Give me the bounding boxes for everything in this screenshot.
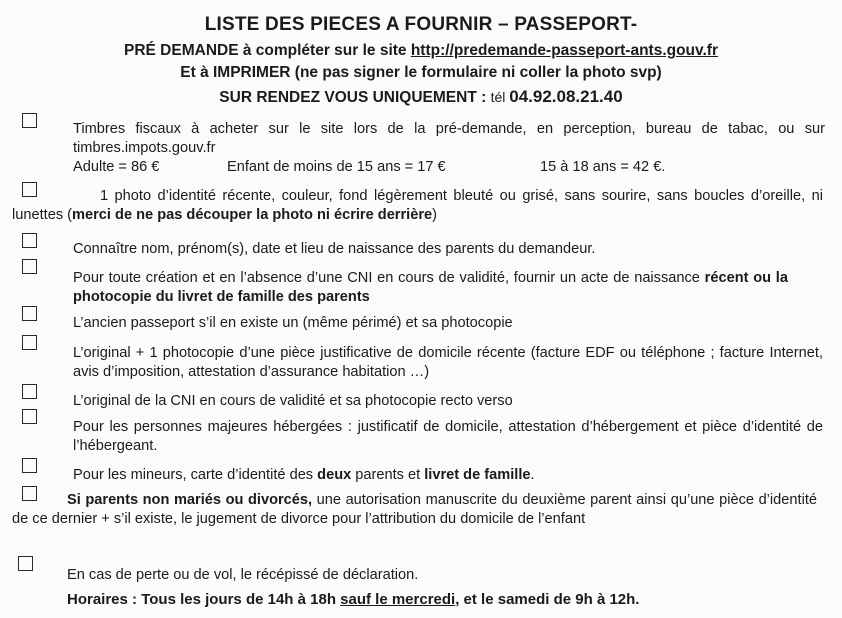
- opening-hours-exception: sauf le mercredi: [340, 591, 456, 608]
- pre-request-link[interactable]: http://predemande-passeport-ants.gouv.fr: [410, 42, 718, 59]
- checkbox-parents-info[interactable]: [22, 233, 37, 248]
- pre-request-line: [0, 42, 842, 60]
- pre-request-text: PRÉ DEMANDE à compléter sur le site: [124, 42, 411, 59]
- item-photo-text: 1 photo d’identité récente, couleur, fond légèrement bleuté ou grisé, sans sourire, sans boucles d’oreille, ni lunettes (: [12, 188, 823, 223]
- price-adult: Adulte = 86 €: [73, 159, 160, 175]
- checkbox-old-passport[interactable]: [22, 306, 37, 321]
- item-minors-end: .: [530, 467, 535, 483]
- checkbox-loss-theft[interactable]: [18, 556, 33, 571]
- phone-number: 04.92.08.21.40: [509, 87, 623, 106]
- item-old-passport: L’ancien passeport s’il en existe un (même périmé) et sa photocopie: [73, 315, 513, 331]
- print-instruction: Et à IMPRIMER (ne pas signer le formulaire ni coller la photo svp): [180, 64, 662, 81]
- checkbox-minors[interactable]: [22, 458, 37, 473]
- opening-hours-suffix: , et le samedi de 9h à 12h.: [455, 591, 640, 608]
- item-divorced-parents: [12, 491, 817, 529]
- item-birth-certificate: [73, 269, 788, 307]
- checkbox-proof-of-address[interactable]: [22, 335, 37, 350]
- checkbox-hosted-adults[interactable]: [22, 409, 37, 424]
- item-photo-bold: merci de ne pas découper la photo ni écrire derrière: [72, 207, 433, 223]
- item-minors-bold-livret: livret de famille: [424, 467, 531, 483]
- appointment-text: SUR RENDEZ VOUS UNIQUEMENT :: [219, 89, 491, 106]
- item-hosted-adults: Pour les personnes majeures hébergées : justificatif de domicile, attestation d’hébergement et pièce d’identité de l’hébergeant.: [73, 419, 823, 454]
- checkbox-birth-certificate[interactable]: [22, 259, 37, 274]
- item-minors-mid: parents et: [351, 467, 425, 483]
- item-parents-info: Connaître nom, prénom(s), date et lieu de naissance des parents du demandeur.: [73, 241, 596, 257]
- phone-label: tél: [490, 89, 510, 105]
- item-minors-bold-parents: deux: [317, 467, 352, 483]
- opening-hours-prefix: Horaires : Tous les jours de 14h à 18h: [67, 591, 341, 608]
- item-birth-certificate-text: Pour toute création et en l’absence d’une CNI en cours de validité, fournir un acte de naissance: [73, 270, 705, 286]
- price-teen: 15 à 18 ans = 42 €.: [540, 159, 666, 175]
- item-divorced-parents-bold: Si parents non mariés ou divorcés,: [67, 492, 313, 508]
- item-photo-end: ): [432, 207, 438, 223]
- item-divorced-parents-text: une autorisation manuscrite du deuxième parent ainsi qu’une pièce d’identité de ce dernier + s’il existe, le jugement de divorce pour l’attribution du domicile de l’enfant: [12, 492, 817, 527]
- item-loss-theft: En cas de perte ou de vol, le récépissé de déclaration.: [67, 567, 419, 583]
- item-birth-certificate-bold: récent ou la photocopie du livret de famille des parents: [73, 270, 788, 305]
- page-title: LISTE DES PIECES A FOURNIR – PASSEPORT-: [204, 14, 638, 35]
- item-proof-of-address: L’original + 1 photocopie d’une pièce justificative de domicile récente (facture EDF ou téléphone ; facture Internet, avis d’imposition, attestation d’assurance habitation …): [73, 345, 823, 380]
- item-timbres: Timbres fiscaux à acheter sur le site lors de la pré-demande, en perception, bureau de tabac, ou sur timbres.impots.gouv.fr: [73, 121, 825, 156]
- checkbox-cni[interactable]: [22, 384, 37, 399]
- appointment-line: [0, 87, 842, 107]
- item-minors-text: Pour les mineurs, carte d’identité des: [73, 467, 318, 483]
- item-cni: L’original de la CNI en cours de validité et sa photocopie recto verso: [73, 393, 513, 409]
- item-photo: [12, 187, 823, 225]
- price-child: Enfant de moins de 15 ans = 17 €: [227, 159, 446, 175]
- checkbox-timbres[interactable]: [22, 113, 37, 128]
- opening-hours: [67, 590, 639, 609]
- item-minors: [73, 466, 535, 485]
